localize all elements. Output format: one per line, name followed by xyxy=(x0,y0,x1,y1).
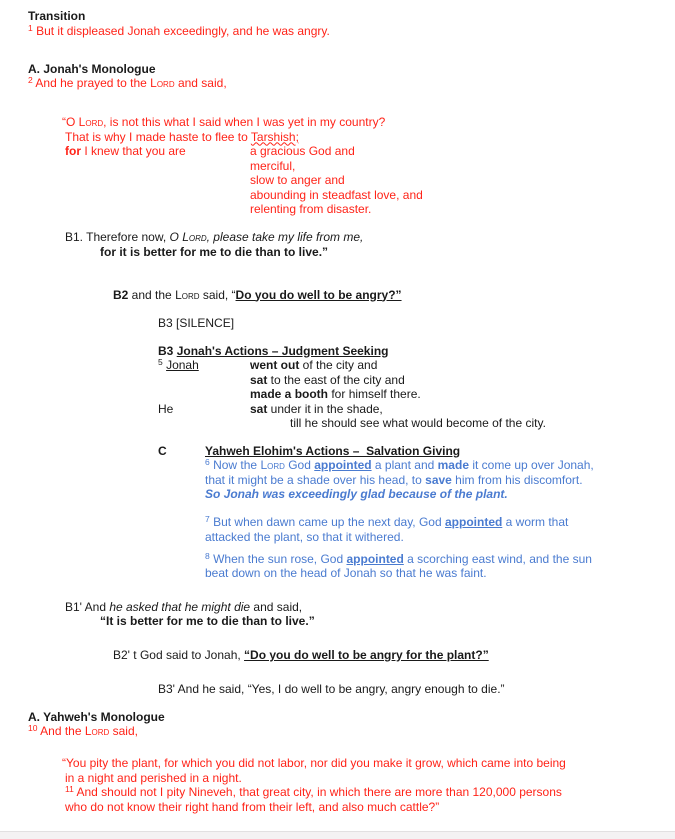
verse-8-line-2 xyxy=(205,566,487,580)
text-segment: Lord xyxy=(84,724,110,738)
text-segment: under it in the shade, xyxy=(267,401,383,416)
text-segment: of the city and xyxy=(299,358,378,372)
text-segment: B2 xyxy=(113,287,129,302)
text-segment: 8 xyxy=(205,550,210,561)
text-segment: went out xyxy=(250,358,300,372)
text-segment: “Do you do well to be angry for the plant?” xyxy=(244,648,489,662)
text-segment: and said, xyxy=(250,599,303,614)
text-segment: relenting from disaster. xyxy=(250,202,372,216)
text-segment: Jonah's Actions – Judgment Seeking xyxy=(176,343,389,358)
heading-yahwehs-monologue xyxy=(28,710,165,724)
verse-5-action-1 xyxy=(250,358,377,372)
verse-8-line-1 xyxy=(205,552,592,567)
text-segment: abounding in steadfast love, and xyxy=(250,187,423,202)
text-segment: That is why I made haste to flee to xyxy=(65,129,251,144)
text-segment: sat xyxy=(250,372,268,387)
text-segment: , please take my life from me, xyxy=(206,230,364,244)
verse-6-line-2 xyxy=(205,473,583,487)
text-segment: But it displeased Jonah exceedingly, and he was angry. xyxy=(32,23,330,38)
verse-5-subject xyxy=(158,358,199,373)
verse-5-action-3 xyxy=(250,387,421,401)
verse-7-line-2 xyxy=(205,530,404,544)
text-segment: B3' And he said, “Yes, I do well to be angry, angry enough to die.” xyxy=(158,682,505,696)
text-segment: till he should see what would become of the city. xyxy=(290,416,546,430)
text-segment: Lord xyxy=(260,458,285,472)
text-segment: 2 xyxy=(28,75,33,85)
text-segment: Lord xyxy=(150,76,175,90)
text-segment: slow to anger and xyxy=(250,173,345,187)
text-segment: And he prayed to the xyxy=(32,76,151,90)
attribute-4 xyxy=(250,188,423,202)
quote-line-1 xyxy=(62,115,385,129)
verse-5-action-2 xyxy=(250,373,405,387)
text-segment: a scorching east wind, and the sun xyxy=(403,551,592,566)
text-segment: made xyxy=(437,458,469,472)
text-segment: said, “ xyxy=(199,287,236,302)
text-segment: 5 xyxy=(158,357,163,367)
text-segment: a worm that xyxy=(502,515,569,529)
text-segment: Lord xyxy=(175,287,200,302)
text-segment: attacked the plant, so that it withered. xyxy=(205,529,404,544)
verse-7-line-1 xyxy=(205,515,568,530)
text-segment: and said, xyxy=(174,76,227,90)
verse-5-action-5 xyxy=(290,416,546,430)
text-segment: B2' t God said to Jonah, xyxy=(113,648,245,662)
text-segment: appointed xyxy=(314,458,372,472)
text-segment: A. Jonah's Monologue xyxy=(28,61,156,76)
text-segment: “O xyxy=(62,115,79,129)
verse-10 xyxy=(28,724,138,739)
line-b1 xyxy=(65,230,363,244)
attribute-5 xyxy=(250,202,371,216)
text-segment: 11 xyxy=(65,784,74,794)
heading-yahweh-elohims-actions xyxy=(205,444,460,458)
text-segment: said, xyxy=(109,724,138,738)
text-segment: But when dawn came up the next day, God xyxy=(209,515,445,529)
text-segment: 10 xyxy=(28,723,38,733)
line-b2 xyxy=(113,288,402,302)
text-segment: 6 xyxy=(205,457,210,467)
text-segment: , is not this what I said when I was yet in my country? xyxy=(103,115,386,129)
text-segment: Lord xyxy=(78,115,104,129)
text-segment: a plant and xyxy=(371,458,438,472)
closing-quote-2 xyxy=(65,771,242,785)
attribute-3 xyxy=(250,173,345,187)
attribute-1 xyxy=(250,144,355,158)
text-segment: And should not I pity Nineveh, that great city, in which there are more than 120,000 persons xyxy=(73,785,562,799)
line-b2-prime xyxy=(113,648,489,662)
verse-6-line-1 xyxy=(205,458,594,473)
text-segment: O xyxy=(169,230,183,244)
text-segment: Transition xyxy=(28,9,86,23)
heading-jonahs-monologue xyxy=(28,62,156,76)
text-segment: Lord xyxy=(182,230,207,244)
heading-transition xyxy=(28,9,85,23)
text-segment: Yahweh Elohim's Actions – Salvation Giving xyxy=(205,443,461,458)
text-segment: I knew that you are xyxy=(81,144,186,158)
text-segment: he asked that he might die xyxy=(109,599,251,614)
text-segment: merciful, xyxy=(250,158,296,173)
heading-b3-jonahs-actions xyxy=(158,344,388,358)
quote-line-2 xyxy=(65,130,299,144)
text-segment: A. Yahweh's Monologue xyxy=(28,709,165,724)
closing-quote-1 xyxy=(62,756,566,770)
text-segment: B3 [SILENCE] xyxy=(158,315,235,330)
text-segment: So Jonah was exceedingly glad because of the plant. xyxy=(205,487,508,501)
text-segment: who do not know their right hand from their left, and also much cattle?” xyxy=(65,799,440,814)
text-segment: C xyxy=(158,443,167,458)
label-c xyxy=(158,444,167,458)
text-segment: “It is better for me to die than to live.” xyxy=(100,614,315,628)
text-segment: it come up over Jonah, xyxy=(469,458,594,472)
text-segment: him from his discomfort. xyxy=(451,472,583,487)
text-segment: appointed xyxy=(445,515,503,529)
text-segment: And the xyxy=(37,724,85,738)
text-segment: B3 xyxy=(158,343,177,358)
text-segment: B1' And xyxy=(65,599,110,614)
text-segment: B1. Therefore now, xyxy=(65,230,170,244)
verse-1 xyxy=(28,24,330,39)
attribute-2 xyxy=(250,159,295,173)
page-bottom-edge xyxy=(0,831,675,839)
text-segment: for himself there. xyxy=(328,387,421,401)
text-segment: for it is better for me to die than to live.” xyxy=(100,244,329,259)
text-segment: for xyxy=(65,144,81,158)
text-segment: beat down on the head of Jonah so that he was faint. xyxy=(205,566,487,580)
text-segment: sat xyxy=(250,401,268,416)
text-segment: to the east of the city and xyxy=(267,372,405,387)
text-segment: appointed xyxy=(346,551,404,566)
text-segment: made a booth xyxy=(250,387,329,401)
text-segment: “You pity the plant, for which you did not labor, nor did you make it grow, which came into being xyxy=(62,756,566,770)
closing-quote-4 xyxy=(65,800,439,814)
line-b1-prime-quote xyxy=(100,614,315,628)
text-segment: 7 xyxy=(205,514,210,524)
text-segment: 1 xyxy=(28,22,33,33)
quote-line-3 xyxy=(65,144,186,158)
verse-5-action-4 xyxy=(250,402,383,416)
text-segment: a gracious God and xyxy=(250,144,355,158)
text-segment: Tarshish; xyxy=(250,129,299,144)
text-segment: that it might be a shade over his head, to xyxy=(205,472,426,487)
line-b3-prime xyxy=(158,682,505,696)
line-b1-quote xyxy=(100,245,328,259)
text-segment: Jonah xyxy=(166,358,199,372)
text-segment: When the sun rose, God xyxy=(209,551,347,566)
text-segment: in a night and perished in a night. xyxy=(65,770,242,785)
line-b3-silence xyxy=(158,316,234,330)
verse-5-subject-2 xyxy=(158,402,173,416)
text-segment: Now the xyxy=(209,458,261,472)
text-segment: save xyxy=(425,472,452,487)
text-segment: and the xyxy=(128,287,176,302)
verse-6-line-3 xyxy=(205,487,508,501)
text-segment: Do you do well to be angry?” xyxy=(235,287,402,302)
text-segment: God xyxy=(284,458,315,472)
line-b1-prime xyxy=(65,600,302,614)
closing-quote-3 xyxy=(65,785,562,800)
text-segment: He xyxy=(158,401,174,416)
verse-2 xyxy=(28,76,227,91)
